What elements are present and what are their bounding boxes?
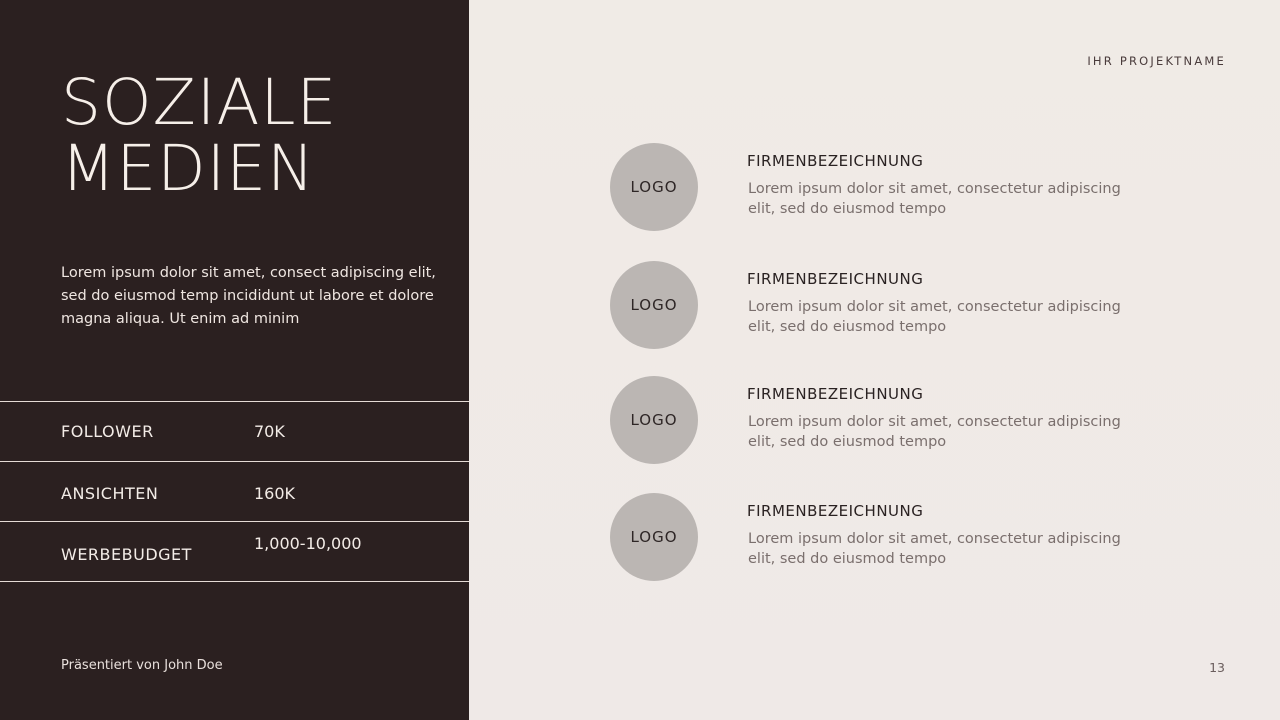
company-name: FIRMENBEZEICHNUNG [747, 502, 924, 520]
stat-value: 160K [254, 484, 296, 503]
stat-value: 70K [254, 422, 285, 441]
company-entry [610, 143, 1230, 233]
stat-label: ANSICHTEN [61, 484, 159, 503]
company-logo: LOGO [610, 376, 698, 464]
company-name: FIRMENBEZEICHNUNG [747, 152, 924, 170]
stat-value: 1,000-10,000 [254, 534, 362, 553]
company-name: FIRMENBEZEICHNUNG [747, 385, 924, 403]
company-description: Lorem ipsum dolor sit amet, consectetur adipiscing elit, sed do eiusmod tempo [748, 299, 1121, 335]
company-logo: LOGO [610, 493, 698, 581]
company-name: FIRMENBEZEICHNUNG [747, 270, 924, 288]
stat-label: WERBEBUDGET [61, 545, 192, 564]
company-description: Lorem ipsum dolor sit amet, consectetur adipiscing elit, sed do eiusmod tempo [748, 181, 1121, 217]
stat-row-follower [0, 401, 469, 461]
right-panel [469, 0, 1280, 720]
company-logo: LOGO [610, 261, 698, 349]
slide-title [61, 66, 338, 205]
company-description: Lorem ipsum dolor sit amet, consectetur adipiscing elit, sed do eiusmod tempo [748, 531, 1121, 567]
stat-label: FOLLOWER [61, 422, 154, 441]
title-line-1: SOZIALE [61, 66, 338, 139]
company-entry [610, 376, 1230, 466]
company-entry [610, 261, 1230, 351]
page-number: 13 [1209, 660, 1225, 675]
stat-row-ansichten [0, 461, 469, 521]
presenter-credit: Präsentiert von John Doe [61, 658, 223, 673]
company-entry [610, 493, 1230, 583]
stats-table [0, 401, 469, 582]
project-name: IHR PROJEKTNAME [1087, 54, 1226, 68]
company-logo: LOGO [610, 143, 698, 231]
stat-row-werbebudget [0, 521, 469, 582]
title-line-2: MEDIEN [61, 132, 316, 205]
left-panel [0, 0, 469, 720]
company-description: Lorem ipsum dolor sit amet, consectetur adipiscing elit, sed do eiusmod tempo [748, 414, 1121, 450]
intro-text: Lorem ipsum dolor sit amet, consect adipiscing elit, sed do eiusmod temp incididunt ut labore et dolore magna aliqua. Ut enim ad minim [61, 265, 436, 327]
